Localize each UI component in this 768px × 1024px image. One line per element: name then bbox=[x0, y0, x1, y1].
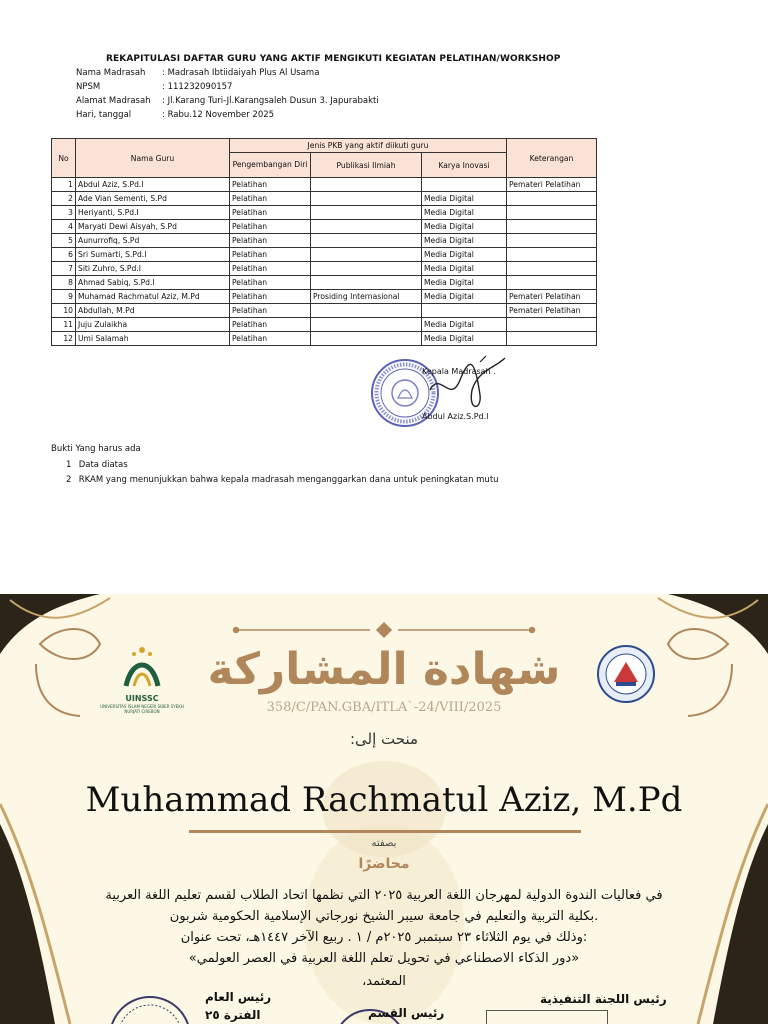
cell-keterangan bbox=[507, 220, 597, 234]
meta-label: Nama Madrasah bbox=[76, 68, 146, 78]
awarded-to-label: منحت إلى: bbox=[349, 730, 419, 748]
cell-publikasi bbox=[311, 332, 422, 346]
header-no: No bbox=[52, 139, 76, 178]
signature-name: Abdul Aziz.S.Pd.I bbox=[422, 412, 489, 421]
table-row bbox=[52, 290, 597, 304]
cell-keterangan: Pemateri Pelatihan bbox=[507, 178, 597, 192]
cell-name: Umi Salamah bbox=[76, 332, 230, 346]
signature-area bbox=[370, 350, 530, 436]
cell-pengembangan: Pelatihan bbox=[230, 290, 311, 304]
cell-karya bbox=[422, 304, 507, 318]
cell-karya: Media Digital bbox=[422, 192, 507, 206]
cell-name: Abdul Aziz, S.Pd.I bbox=[76, 178, 230, 192]
chairman-seal-icon bbox=[105, 992, 195, 1024]
cell-publikasi bbox=[311, 220, 422, 234]
certificate-body-line: في فعاليات الندوة الدولية لمهرجان اللغة العربية ٢٠٢٥ التي نظمها اتحاد الطلاب لقسم تعليم اللغة العربية bbox=[105, 888, 663, 903]
cell-karya: Media Digital bbox=[422, 318, 507, 332]
certificate-body-line: .بكلية التربية والتعليم في جامعة سيبر الشيخ نورجاتي الإسلامية الحكومية شربون bbox=[169, 909, 599, 924]
cell-publikasi bbox=[311, 262, 422, 276]
header-name: Nama Guru bbox=[76, 139, 230, 178]
cell-publikasi bbox=[311, 206, 422, 220]
certificate-body-line: «دور الذكاء الاصطناعي في تحويل تعلم اللغة العربية في العصر العولمي» bbox=[188, 951, 580, 966]
table-row bbox=[52, 332, 597, 346]
cell-publikasi bbox=[311, 248, 422, 262]
cell-publikasi bbox=[311, 192, 422, 206]
cell-keterangan bbox=[507, 276, 597, 290]
recipient-name: Muhammad Rachmatul Aziz, M.Pd bbox=[85, 780, 683, 820]
cell-karya: Media Digital bbox=[422, 220, 507, 234]
cell-pengembangan: Pelatihan bbox=[230, 304, 311, 318]
cell-pengembangan: Pelatihan bbox=[230, 318, 311, 332]
cell-keterangan bbox=[507, 318, 597, 332]
cell-karya: Media Digital bbox=[422, 332, 507, 346]
table-row bbox=[52, 220, 597, 234]
cell-no: 1 bbox=[52, 178, 76, 192]
cell-publikasi bbox=[311, 276, 422, 290]
certificate-body-line: المعتمد، bbox=[362, 974, 406, 989]
evidence-number: 2 bbox=[66, 475, 72, 485]
certificate-title: شهادة المشاركة bbox=[207, 644, 561, 695]
name-underline bbox=[189, 830, 581, 833]
committee-signature-box bbox=[486, 1010, 608, 1024]
meta-row-madrasah bbox=[76, 68, 319, 78]
cell-pengembangan: Pelatihan bbox=[230, 276, 311, 290]
cell-name: Ahmad Sabiq, S.Pd.I bbox=[76, 276, 230, 290]
cell-name: Heriyanti, S.Pd.I bbox=[76, 206, 230, 220]
cell-publikasi bbox=[311, 318, 422, 332]
cell-pengembangan: Pelatihan bbox=[230, 192, 311, 206]
cell-karya bbox=[422, 178, 507, 192]
uinssc-logo-text: UINSSC bbox=[125, 694, 159, 703]
header-karya: Karya Inovasi bbox=[422, 153, 507, 178]
department-head-title: رئيس القسم bbox=[368, 1006, 445, 1020]
cell-pengembangan: Pelatihan bbox=[230, 220, 311, 234]
participation-certificate bbox=[0, 594, 768, 1024]
cell-publikasi bbox=[311, 178, 422, 192]
cell-publikasi bbox=[311, 234, 422, 248]
cell-karya: Media Digital bbox=[422, 276, 507, 290]
cell-no: 11 bbox=[52, 318, 76, 332]
table-row bbox=[52, 262, 597, 276]
header-group: Jenis PKB yang aktif diikuti guru bbox=[230, 139, 507, 153]
evidence-number: 1 bbox=[66, 460, 72, 470]
cell-no: 6 bbox=[52, 248, 76, 262]
committee-head-title: رئيس اللجنة التنفيذية bbox=[540, 992, 667, 1006]
cell-name: Muhamad Rachmatul Aziz, M.Pd bbox=[76, 290, 230, 304]
cell-name: Abdullah, M.Pd bbox=[76, 304, 230, 318]
uinssc-logo-subtext: UNIVERSITAS ISLAM NEGERI SIBER SYEKH NURJATI CIREBON bbox=[100, 704, 184, 714]
cell-pengembangan: Pelatihan bbox=[230, 332, 311, 346]
cell-no: 8 bbox=[52, 276, 76, 290]
cell-keterangan: Pemateri Pelatihan bbox=[507, 290, 597, 304]
evidence-item bbox=[66, 460, 128, 470]
cell-keterangan bbox=[507, 332, 597, 346]
cell-karya: Media Digital bbox=[422, 290, 507, 304]
meta-label: Hari, tanggal bbox=[76, 110, 132, 120]
certificate-body-line: :وذلك في يوم الثلاثاء ٢٣ سبتمبر ٢٠٢٥م / ١ . ربيع الآخر ١٤٤٧هـ، تحت عنوان bbox=[180, 930, 588, 945]
table-row bbox=[52, 206, 597, 220]
cell-karya: Media Digital bbox=[422, 248, 507, 262]
cell-pengembangan: Pelatihan bbox=[230, 248, 311, 262]
cell-keterangan bbox=[507, 192, 597, 206]
cell-pengembangan: Pelatihan bbox=[230, 206, 311, 220]
cell-name: Aunurrofiq, S.Pd bbox=[76, 234, 230, 248]
cell-no: 4 bbox=[52, 220, 76, 234]
table-row bbox=[52, 276, 597, 290]
cell-no: 2 bbox=[52, 192, 76, 206]
cell-no: 10 bbox=[52, 304, 76, 318]
cell-karya: Media Digital bbox=[422, 262, 507, 276]
cell-no: 12 bbox=[52, 332, 76, 346]
cell-no: 5 bbox=[52, 234, 76, 248]
table-row bbox=[52, 192, 597, 206]
evidence-text: Data diatas bbox=[78, 460, 128, 470]
table-row bbox=[52, 318, 597, 332]
meta-value: : Madrasah Ibtiidaiyah Plus Al Usama bbox=[162, 68, 320, 78]
cell-no: 3 bbox=[52, 206, 76, 220]
table-row bbox=[52, 248, 597, 262]
meta-label: Alamat Madrasah bbox=[76, 96, 151, 106]
cell-no: 9 bbox=[52, 290, 76, 304]
cell-name: Maryati Dewi Aisyah, S.Pd bbox=[76, 220, 230, 234]
table-body bbox=[52, 178, 597, 346]
meta-row-npsm bbox=[76, 82, 232, 92]
cell-pengembangan: Pelatihan bbox=[230, 234, 311, 248]
teacher-table bbox=[51, 138, 597, 346]
meta-row-date bbox=[76, 110, 274, 120]
document-title: REKAPITULASI DAFTAR GURU YANG AKTIF MENGIKUTI KEGIATAN PELATIHAN/WORKSHOP bbox=[106, 54, 561, 64]
signature-title: Kepala Madrasah . bbox=[422, 367, 496, 376]
cell-keterangan bbox=[507, 234, 597, 248]
capacity-label: بصفته bbox=[371, 838, 397, 849]
cell-keterangan bbox=[507, 262, 597, 276]
handwritten-signature-icon bbox=[420, 350, 510, 420]
cell-karya: Media Digital bbox=[422, 234, 507, 248]
meta-value: : 111232090157 bbox=[162, 82, 233, 92]
table-row bbox=[52, 178, 597, 192]
cell-publikasi: Prosiding Internasional bbox=[311, 290, 422, 304]
meta-value: : Rabu.12 November 2025 bbox=[162, 110, 275, 120]
cell-keterangan bbox=[507, 206, 597, 220]
cell-name: Sri Sumarti, S.Pd.I bbox=[76, 248, 230, 262]
certificate-number: 358/C/PAN.GBA/ITLA`-24/VIII/2025 bbox=[266, 700, 502, 715]
evidence-text: RKAM yang menunjukkan bahwa kepala madrasah menganggarkan dana untuk peningkatan mutu bbox=[78, 475, 499, 485]
cell-pengembangan: Pelatihan bbox=[230, 262, 311, 276]
meta-value: : Jl.Karang Turi-Jl.Karangsaleh Dusun 3. Japurabakti bbox=[162, 96, 379, 106]
header-publikasi: Publikasi Ilmiah bbox=[311, 153, 422, 178]
cell-publikasi bbox=[311, 304, 422, 318]
cell-name: Siti Zuhro, S.Pd.I bbox=[76, 262, 230, 276]
evidence-title: Bukti Yang harus ada bbox=[51, 444, 141, 454]
general-chairman-title: رئيس العام bbox=[205, 990, 272, 1004]
recipient-role: محاضرًا bbox=[358, 856, 410, 872]
meta-label: NPSM bbox=[76, 82, 101, 92]
period-label: الفترة ٢٥ bbox=[205, 1008, 261, 1022]
cell-keterangan bbox=[507, 248, 597, 262]
table-row bbox=[52, 304, 597, 318]
meta-row-address bbox=[76, 96, 379, 106]
header-pengembangan: Pengembangan Diri bbox=[230, 153, 311, 178]
cell-no: 7 bbox=[52, 262, 76, 276]
cell-keterangan: Pemateri Pelatihan bbox=[507, 304, 597, 318]
header-keterangan: Keterangan bbox=[507, 139, 597, 178]
cell-pengembangan: Pelatihan bbox=[230, 178, 311, 192]
table-row bbox=[52, 234, 597, 248]
cell-name: Juju Zulaikha bbox=[76, 318, 230, 332]
cell-name: Ade Vian Sementi, S.Pd bbox=[76, 192, 230, 206]
evidence-item bbox=[66, 475, 499, 485]
cell-karya: Media Digital bbox=[422, 206, 507, 220]
